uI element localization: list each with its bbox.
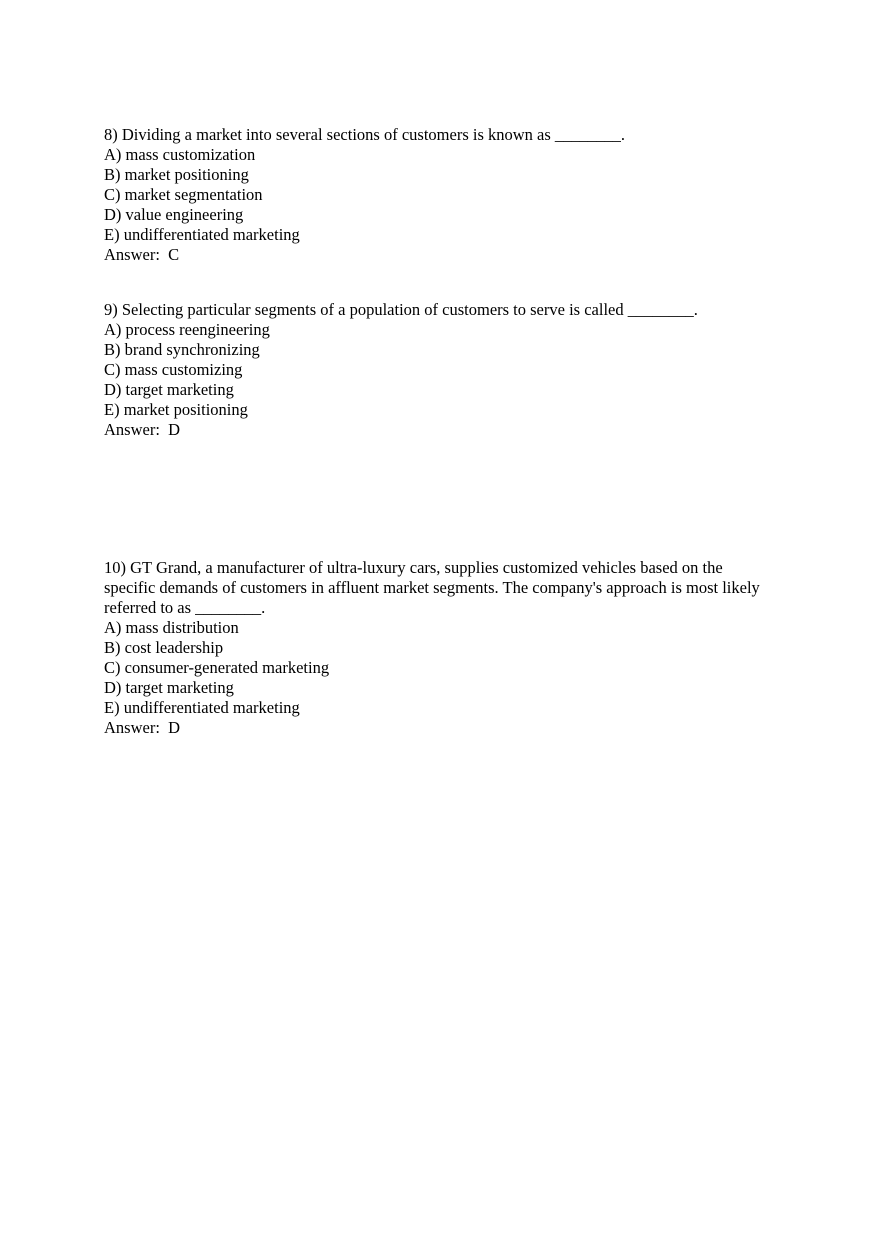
option-c: C) market segmentation [104,185,263,204]
question-10 [104,558,764,738]
option-c: C) consumer-generated marketing [104,658,330,677]
answer-line: Answer: D [104,420,181,439]
question-stem: 8) Dividing a market into several sections of customers is known as ________. [104,125,626,144]
option-c: C) mass customizing [104,360,243,379]
answer-line: Answer: C [104,245,180,264]
answer-line: Answer: D [104,718,181,737]
question-9 [104,300,764,440]
option-e: E) undifferentiated marketing [104,698,300,717]
option-d: D) target marketing [104,380,234,399]
option-b: B) market positioning [104,165,249,184]
option-d: D) value engineering [104,205,244,224]
question-8 [104,125,764,265]
option-d: D) target marketing [104,678,234,697]
option-b: B) cost leadership [104,638,224,657]
question-stem: 9) Selecting particular segments of a population of customers to serve is called ________. [104,300,698,319]
option-a: A) mass customization [104,145,256,164]
question-stem: 10) GT Grand, a manufacturer of ultra-luxury cars, supplies customized vehicles based on the specific demands of customers in affluent market segments. The company's approach is most likely referred to as ________. [104,558,760,617]
option-a: A) process reengineering [104,320,270,339]
option-a: A) mass distribution [104,618,239,637]
option-b: B) brand synchronizing [104,340,260,359]
option-e: E) market positioning [104,400,248,419]
option-e: E) undifferentiated marketing [104,225,300,244]
